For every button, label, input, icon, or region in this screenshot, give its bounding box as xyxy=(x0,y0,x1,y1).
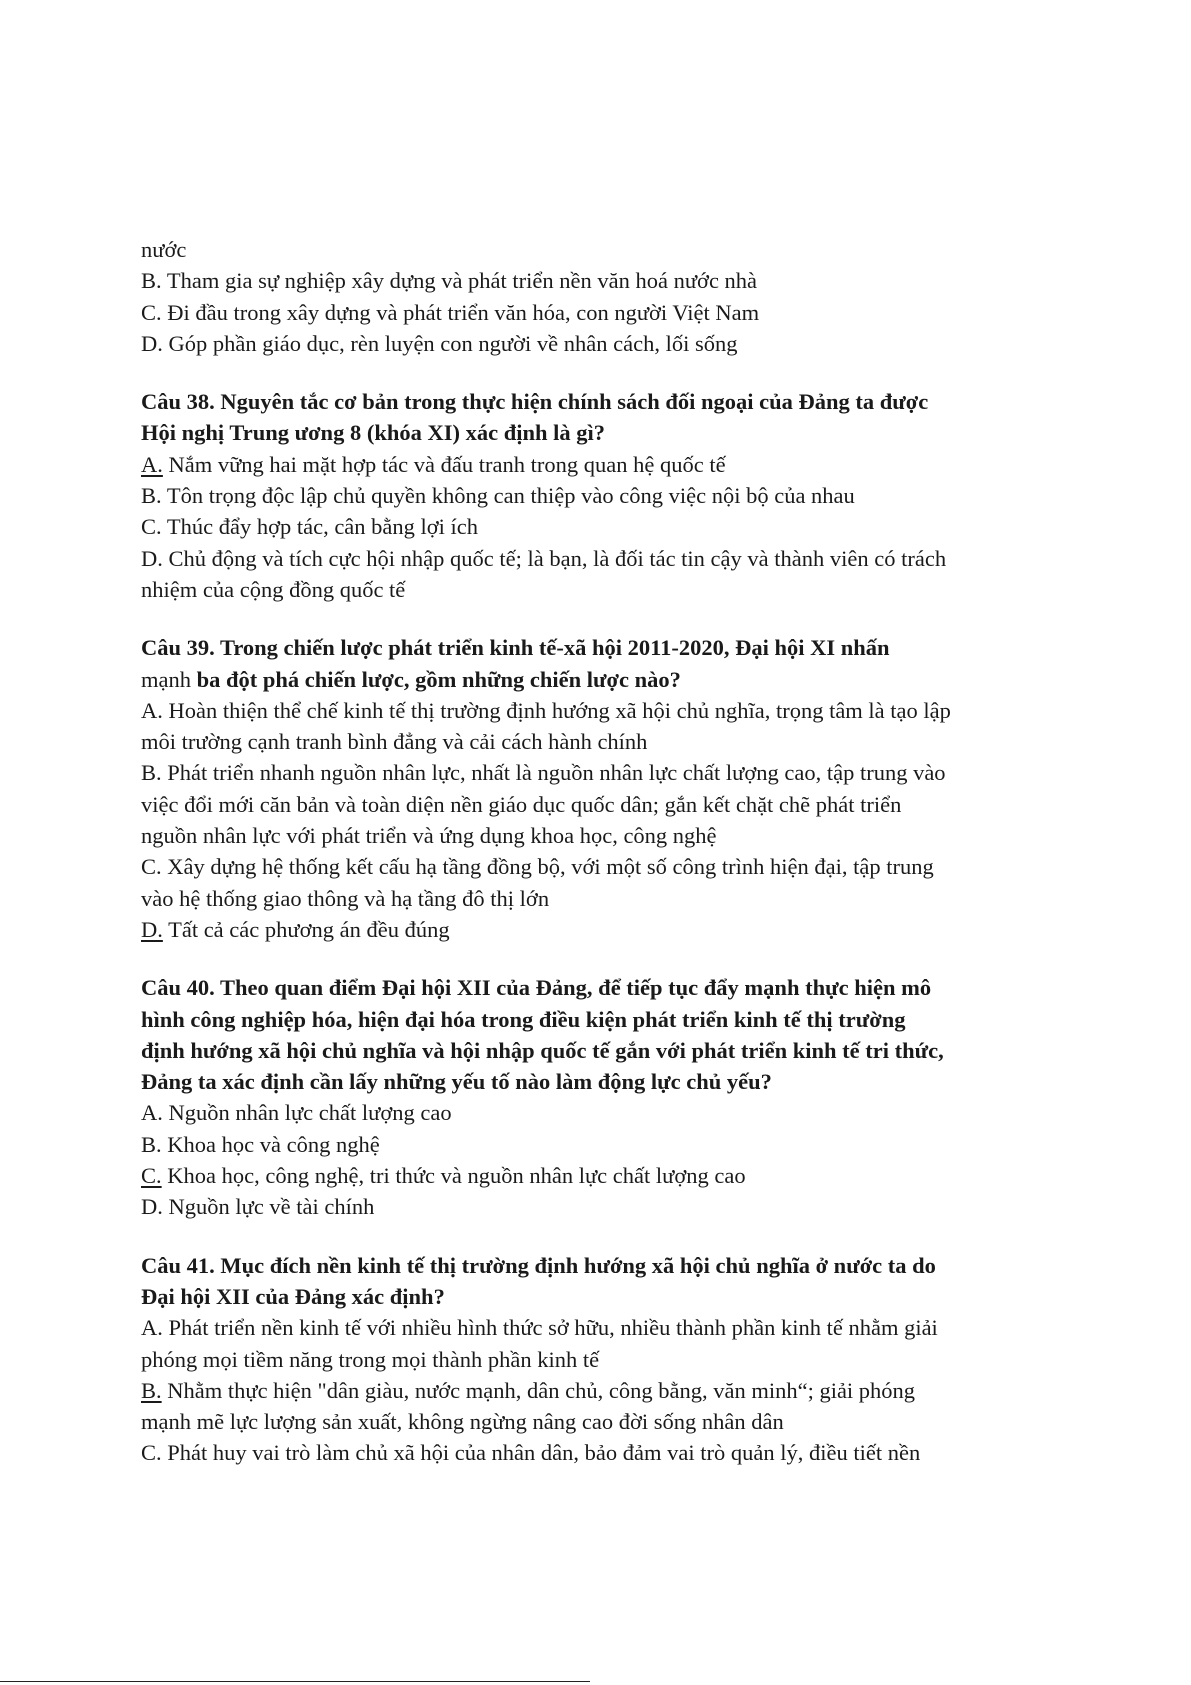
question-40 xyxy=(141,972,1081,1222)
spacer xyxy=(141,359,1081,386)
question-41 xyxy=(141,1250,1081,1469)
option-prefix: B. xyxy=(141,483,162,509)
option-c xyxy=(141,851,1081,882)
option-text: Tôn trọng độc lập chủ quyền không can thiệp vào công việc nội bộ của nhau xyxy=(166,483,855,509)
question-38 xyxy=(141,386,1081,605)
option-b xyxy=(141,480,1081,511)
document-page xyxy=(141,234,1081,1469)
option-prefix: A. xyxy=(141,697,163,723)
spacer xyxy=(141,945,1081,972)
question-title: Hội nghị Trung ương 8 (khóa XI) xác định là gì? xyxy=(141,420,605,446)
question-title-lead: mạnh xyxy=(141,666,197,692)
option-text: Khoa học và công nghệ xyxy=(167,1131,380,1157)
option-a xyxy=(141,695,1081,726)
option-prefix: C. xyxy=(141,1163,162,1189)
question-title-rest: ba đột phá chiến lược, gồm những chiến lược nào? xyxy=(196,666,681,692)
option-b-continued: việc đổi mới căn bản và toàn diện nền giáo dục quốc dân; gắn kết chặt chẽ phát triển xyxy=(141,791,902,817)
option-b-continued: mạnh mẽ lực lượng sản xuất, không ngừng nâng cao đời sống nhân dân xyxy=(141,1409,784,1435)
option-text: Nguồn lực về tài chính xyxy=(168,1194,375,1220)
continuation-option-b: B. Tham gia sự nghiệp xây dựng và phát triển nền văn hoá nước nhà xyxy=(141,268,758,294)
option-d xyxy=(141,543,1081,574)
option-a-continued: môi trường cạnh tranh bình đẳng và cải cách hành chính xyxy=(141,729,648,755)
option-a-continued: phóng mọi tiềm năng trong mọi thành phần kinh tế xyxy=(141,1346,600,1372)
spacer xyxy=(141,605,1081,632)
question-39 xyxy=(141,632,1081,945)
spacer xyxy=(141,1223,1081,1250)
option-text: Phát triển nhanh nguồn nhân lực, nhất là nguồn nhân lực chất lượng cao, tập trung vào xyxy=(167,760,946,786)
option-prefix: C. xyxy=(141,514,162,540)
question-title: định hướng xã hội chủ nghĩa và hội nhập quốc tế gắn với phát triển kinh tế tri thức, xyxy=(141,1037,944,1063)
option-c-continued: vào hệ thống giao thông và hạ tầng đô thị lớn xyxy=(141,885,550,911)
option-prefix: D. xyxy=(141,545,163,571)
option-prefix: B. xyxy=(141,760,162,786)
option-text: Phát triển nền kinh tế với nhiều hình thức sở hữu, nhiều thành phần kinh tế nhằm giải xyxy=(168,1315,938,1341)
option-prefix: D. xyxy=(141,916,163,942)
option-text: Khoa học, công nghệ, tri thức và nguồn nhân lực chất lượng cao xyxy=(167,1163,746,1189)
continuation-option-c: C. Đi đầu trong xây dựng và phát triển văn hóa, con người Việt Nam xyxy=(141,299,760,325)
option-prefix: C. xyxy=(141,1440,162,1466)
question-title: Câu 40. Theo quan điểm Đại hội XII của Đảng, để tiếp tục đẩy mạnh thực hiện mô xyxy=(141,975,932,1001)
question-title: Câu 41. Mục đích nền kinh tế thị trường định hướng xã hội chủ nghĩa ở nước ta do xyxy=(141,1252,936,1278)
option-text: Tất cả các phương án đều đúng xyxy=(168,916,450,942)
option-b xyxy=(141,1375,1081,1406)
option-text: Phát huy vai trò làm chủ xã hội của nhân dân, bảo đảm vai trò quản lý, điều tiết nền xyxy=(167,1440,921,1466)
option-text: Chủ động và tích cực hội nhập quốc tế; là bạn, là đối tác tin cậy và thành viên có trách xyxy=(168,545,947,571)
option-text: Nhằm thực hiện "dân giàu, nước mạnh, dân chủ, công bằng, văn minh“; giải phóng xyxy=(167,1377,916,1403)
question-title: Đại hội XII của Đảng xác định? xyxy=(141,1283,445,1309)
option-text: Nắm vững hai mặt hợp tác và đấu tranh trong quan hệ quốc tế xyxy=(168,451,726,477)
question-title: Đảng ta xác định cần lấy những yếu tố nào làm động lực chủ yếu? xyxy=(141,1069,772,1095)
question-title: Câu 39. Trong chiến lược phát triển kinh tế-xã hội 2011-2020, Đại hội XI nhấn xyxy=(141,635,890,661)
option-b xyxy=(141,757,1081,788)
option-prefix: A. xyxy=(141,1100,163,1126)
option-text: Nguồn nhân lực chất lượng cao xyxy=(168,1100,452,1126)
option-prefix: A. xyxy=(141,1315,163,1341)
continuation-block xyxy=(141,234,1081,359)
page-footer-rule xyxy=(0,1681,590,1682)
option-b-continued: nguồn nhân lực với phát triển và ứng dụng khoa học, công nghệ xyxy=(141,823,717,849)
option-prefix: A. xyxy=(141,451,163,477)
option-text: Hoàn thiện thể chế kinh tế thị trường định hướng xã hội chủ nghĩa, trọng tâm là tạo lập xyxy=(168,697,951,723)
continuation-option-d: D. Góp phần giáo dục, rèn luyện con người về nhân cách, lối sống xyxy=(141,330,738,356)
option-text: Thúc đẩy hợp tác, cân bằng lợi ích xyxy=(166,514,479,540)
option-c xyxy=(141,1437,1081,1468)
option-prefix: C. xyxy=(141,854,162,880)
question-title xyxy=(141,664,1081,695)
option-prefix: D. xyxy=(141,1194,163,1220)
option-d-continued: nhiệm của cộng đồng quốc tế xyxy=(141,576,406,602)
option-d xyxy=(141,914,1081,945)
continuation-line: nước xyxy=(141,237,187,262)
option-a xyxy=(141,449,1081,480)
option-d xyxy=(141,1191,1081,1222)
option-a xyxy=(141,1312,1081,1343)
question-title: Câu 38. Nguyên tắc cơ bản trong thực hiện chính sách đối ngoại của Đảng ta được xyxy=(141,389,929,415)
question-title: hình công nghiệp hóa, hiện đại hóa trong điều kiện phát triển kinh tế thị trường xyxy=(141,1006,906,1032)
option-text: Xây dựng hệ thống kết cấu hạ tầng đồng bộ, với một số công trình hiện đại, tập trung xyxy=(167,854,934,880)
option-prefix: B. xyxy=(141,1377,162,1403)
option-prefix: B. xyxy=(141,1131,162,1157)
option-c xyxy=(141,511,1081,542)
option-c xyxy=(141,1160,1081,1191)
option-a xyxy=(141,1097,1081,1128)
option-b xyxy=(141,1129,1081,1160)
